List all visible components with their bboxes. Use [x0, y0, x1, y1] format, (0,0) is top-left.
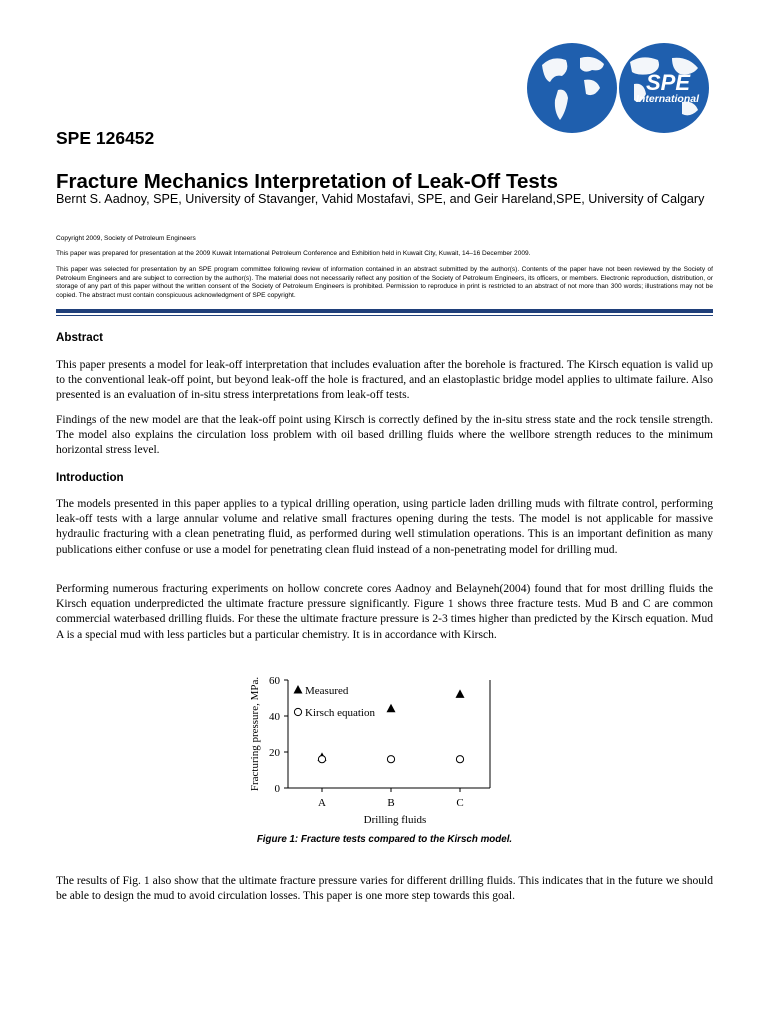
abstract-paragraph-1: This paper presents a model for leak-off interpretation that includes evaluation after the borehole is fractured. The Kirsch equation is valid up to the conventional leak-off point, but beyond leak-off the hole is fractured, and an elastoplastic bridge model applies to ultimate failure. Also presented is an evaluation of in-situ stress interpretations from leak-off tests.: [56, 359, 713, 402]
kirsch-point: [387, 756, 394, 763]
figure-1-chart: [240, 668, 520, 832]
kirsch-point: [456, 756, 463, 763]
header-divider: [56, 309, 713, 316]
introduction-heading: Introduction: [56, 471, 124, 484]
y-tick-label: 60: [269, 675, 280, 687]
kirsch-point: [318, 756, 325, 763]
x-tick-label: C: [456, 797, 464, 809]
y-tick-label: 20: [269, 747, 280, 759]
abstract-heading: Abstract: [56, 331, 104, 344]
abstract-paragraph-2: Findings of the new model are that the leak-off point using Kirsch is correctly defined by the in-situ stress state and the rock tensile strength. The model also explains the circulation loss problem with oil based drilling fluids where the wellbore strength reduces to the minimum horizontal stress level.: [56, 414, 713, 457]
x-axis-label: Drilling fluids: [363, 814, 427, 826]
paper-title: Fracture Mechanics Interpretation of Leak-Off Tests: [56, 170, 558, 193]
measured-point: [456, 689, 465, 698]
legend-marker-measured: [294, 685, 303, 694]
spe-international-logo: [522, 40, 714, 136]
selection-disclaimer: This paper was selected for presentation by an SPE program committee following review of information contained in an abstract submitted by the author(s). Contents of the paper have not been reviewed by the Society of Petroleum Engineers and are subject to correction by the author(s). The material does not necessarily reflect any position of the Society of Petroleum Engineers, its officers, or members. Electronic reproduction, distribution, or storage of any part of this paper without the written consent of the Society of Petroleum Engineers is prohibited. Permission to reproduce in print is restricted to an abstract of not more than 300 words; illustrations may not be copied. The abstract must contain conspicuous acknowledgment of SPE copyright.: [56, 266, 713, 300]
x-tick-label: A: [318, 797, 326, 809]
paper-number: SPE 126452: [56, 128, 155, 148]
globe-left-icon: [527, 43, 617, 133]
x-tick-label: B: [387, 797, 395, 809]
copyright-notice: Copyright 2009, Society of Petroleum Engineers: [56, 235, 196, 242]
author-list: Bernt S. Aadnoy, SPE, University of Stavanger, Vahid Mostafavi, SPE, and Geir Hareland,SPE, University of Calgary: [56, 192, 705, 206]
logo-wordmark: SPE: [646, 70, 691, 95]
conference-note: This paper was prepared for presentation at the 2009 Kuwait International Petroleum Conference and Exhibition held in Kuwait City, Kuwait, 14–16 December 2009.: [56, 250, 531, 257]
legend-label: Kirsch equation: [305, 707, 375, 719]
legend-marker-kirsch: [294, 708, 301, 715]
y-tick-label: 40: [269, 711, 280, 723]
y-axis-label: Fracturing pressure, MPa.: [249, 676, 261, 792]
introduction-paragraph-2: Performing numerous fracturing experiments on hollow concrete cores Aadnoy and Belayneh(2004) found that for most drilling fluids the Kirsch equation underpredicted the ultimate fracture pressure significantly. Figure 1 shows three fracture tests. Mud B and C are common commercial waterbased drilling fluids. For these the ultimate fracture pressure is 2-3 times higher than predicted by the Kirsch equation. Mud A is a special mud with less particles but a particular chemistry. It is in accordance with Kirsch.: [56, 583, 713, 641]
figure-caption: Figure 1: Fracture tests compared to the Kirsch model.: [256, 834, 513, 845]
y-tick-label: 0: [274, 783, 280, 795]
measured-point: [387, 704, 396, 713]
legend-label: Measured: [305, 685, 349, 697]
logo-subtitle: International: [636, 93, 700, 105]
introduction-paragraph-1: The models presented in this paper applies to a typical drilling operation, using particle laden drilling muds with filtrate control, performing leak-off tests with a large annular volume and relative small fractures opening during the tests. The model is not applicable for massive hydraulic fracturing with a clean penetrating fluid, as performed during well stimulation operations. This is an important definition as many publications either confuse or use a model for penetrating clean fluid instead of a non-penetrating model for drilling mud.: [56, 498, 713, 556]
closing-paragraph: The results of Fig. 1 also show that the ultimate fracture pressure varies for different drilling fluids. This indicates that in the future we should be able to design the mud to avoid circulation losses. This paper is one more step towards this goal.: [56, 875, 713, 903]
